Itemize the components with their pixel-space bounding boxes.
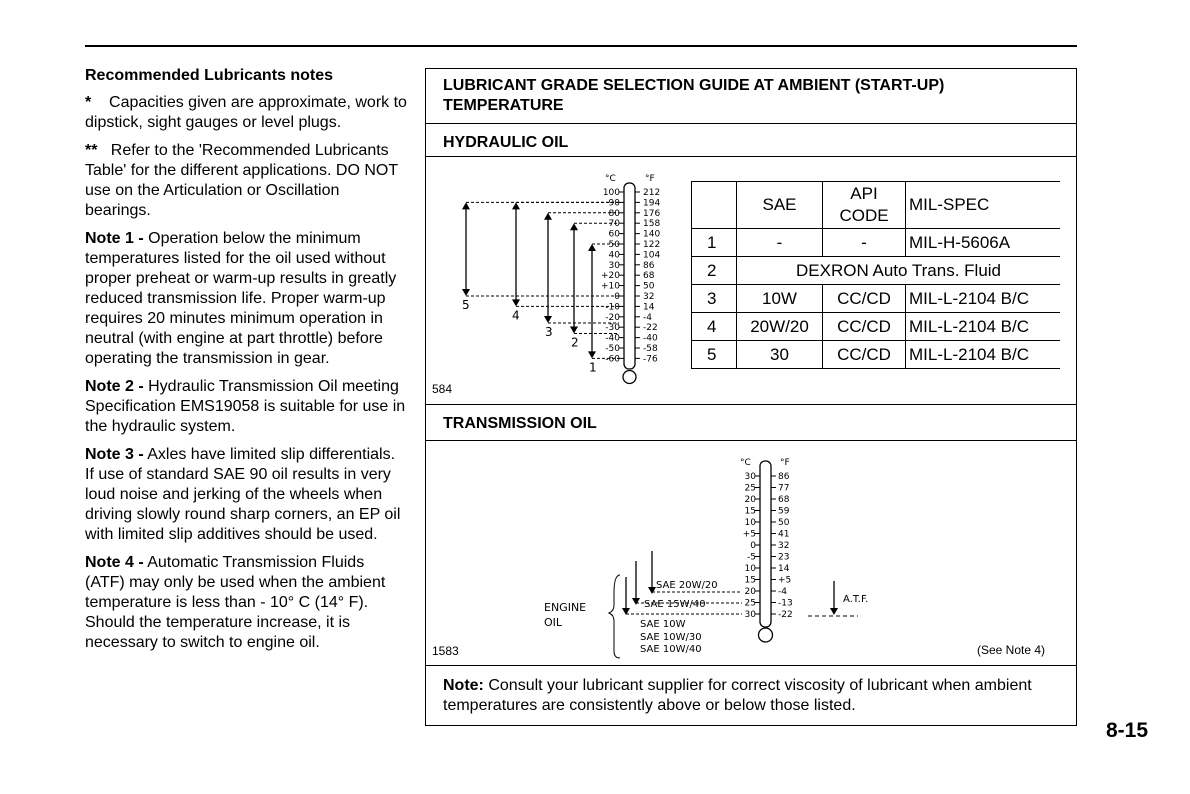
row-api: CC/CD [823, 341, 906, 369]
hyd-celsius-tick-label: -30 [605, 323, 620, 334]
hyd-range-label: 3 [545, 325, 553, 340]
row-mil: MIL-L-2104 B/C [906, 285, 1061, 313]
hyd-celsius-tick-label: -50 [605, 344, 620, 354]
trans-celsius-tick-label: 10 [744, 564, 756, 574]
note-3-text: Axles have limited slip differentials. If use of standard SAE 90 oil results in very loud noise and jerking of the wheels when driving slowly round sharp corners, an EP oil with limited slip additives should be used. [85, 446, 401, 543]
label-sae-10w: SAE 10W [640, 619, 686, 630]
row-api: - [823, 229, 906, 257]
trans-celsius-tick-label: 30 [744, 610, 756, 620]
divider [426, 123, 1076, 124]
trans-celsius-unit: °C [740, 458, 751, 468]
note-4-text: Automatic Transmission Fluids (ATF) may only be used when the ambient temperature is less than - 10° C (14° F). Should the temperature increase, it is necessary to switch to engine oil. [85, 554, 386, 651]
hyd-celsius-tick-label: -40 [605, 333, 620, 344]
note-3-label: Note 3 - [85, 446, 144, 463]
trans-fahrenheit-tick-label: -22 [778, 610, 793, 620]
transmission-thermometer-diagram [526, 453, 906, 663]
label-oil: OIL [544, 616, 563, 629]
hyd-fahrenheit-unit: °F [645, 174, 655, 184]
divider [426, 440, 1076, 441]
row-sae: - [737, 229, 823, 257]
hyd-range-label: 1 [589, 360, 597, 375]
hyd-celsius-tick-label: -60 [605, 354, 620, 365]
trans-fahrenheit-tick-label: 50 [778, 518, 790, 528]
hyd-fahrenheit-tick-label: 68 [643, 271, 655, 282]
row-num: 5 [692, 341, 737, 369]
note-2-text: Hydraulic Transmission Oil meeting Specification EMS19058 is suitable for use in the hydraulic system. [85, 378, 406, 435]
hyd-celsius-tick-label: 80 [608, 208, 620, 219]
hyd-celsius-unit: °C [605, 174, 616, 184]
hyd-celsius-tick-label: 60 [608, 229, 620, 240]
hyd-range-arrow-head [588, 244, 596, 251]
note-star-mark: * [85, 94, 92, 111]
trans-fahrenheit-tick-label: 59 [778, 506, 790, 517]
hyd-fahrenheit-tick-label: 212 [643, 188, 661, 198]
note-1-text: Operation below the minimum temperatures listed for the oil used without proper preheat or warm-up results in greatly reduced transmission life. Proper warm-up requires 20 minutes minimum operation in neutral (with engine at part throttle) before operating the transmission in gear. [85, 230, 397, 367]
header-sae: SAE [737, 182, 823, 229]
note-1 [85, 229, 407, 369]
trans-fahrenheit-tick-label: -4 [778, 587, 787, 597]
row-merged: DEXRON Auto Trans. Fluid [737, 257, 1061, 285]
note-star [85, 93, 407, 133]
table-row [692, 229, 1061, 257]
hyd-celsius-tick-label: 90 [608, 198, 620, 209]
row-api: CC/CD [823, 313, 906, 341]
trans-fahrenheit-tick-label: 68 [778, 495, 790, 505]
hyd-fahrenheit-tick-label: 122 [643, 240, 661, 250]
hyd-range-arrow-head [570, 326, 578, 333]
divider [426, 156, 1076, 157]
trans-thermometer-bulb [759, 628, 773, 642]
trans-celsius-tick-label: 25 [744, 483, 756, 494]
hyd-range-arrow-head [570, 223, 578, 230]
hyd-celsius-tick-label: 70 [608, 219, 620, 230]
trans-fahrenheit-tick-label: 86 [778, 472, 790, 482]
row-mil: MIL-L-2104 B/C [906, 313, 1061, 341]
hyd-fahrenheit-tick-label: 86 [643, 260, 655, 271]
row-sae: 20W/20 [737, 313, 823, 341]
note-2 [85, 377, 407, 437]
table-row [692, 257, 1061, 285]
table-row [692, 285, 1061, 313]
hyd-range-arrow-head [544, 213, 552, 220]
header-mil: MIL-SPEC [906, 182, 1061, 229]
guide-note [443, 676, 1063, 716]
hyd-range-arrow-head [544, 316, 552, 323]
note-star-text: Capacities given are approximate, work to dipstick, sight gauges or level plugs. [85, 94, 407, 131]
trans-celsius-tick-label: 15 [744, 506, 756, 517]
hyd-celsius-tick-label: -20 [605, 312, 620, 323]
trans-celsius-tick-label: 20 [744, 495, 756, 505]
trans-celsius-tick-label: 20 [744, 587, 756, 597]
note-3 [85, 445, 407, 545]
note-2-label: Note 2 - [85, 378, 144, 395]
arrow-20w20-head [648, 587, 656, 594]
guide-title-line-1: LUBRICANT GRADE SELECTION GUIDE AT AMBIENT (START-UP) [443, 77, 945, 94]
hyd-range-arrow-head [462, 202, 470, 209]
row-num: 2 [692, 257, 737, 285]
trans-celsius-tick-label: 25 [744, 598, 756, 609]
trans-fahrenheit-tick-label: 14 [778, 564, 790, 574]
table-header-row [692, 182, 1061, 229]
hydraulic-spec-table [691, 181, 1060, 369]
row-mil: MIL-H-5606A [906, 229, 1061, 257]
label-sae-10w30: SAE 10W/30 [640, 632, 702, 643]
transmission-oil-title: TRANSMISSION OIL [443, 415, 597, 432]
hyd-fahrenheit-tick-label: 158 [643, 219, 661, 230]
arrow-15w40-head [632, 598, 640, 605]
guide-note-label: Note: [443, 677, 484, 694]
trans-fahrenheit-tick-label: 41 [778, 529, 790, 540]
notes-heading: Recommended Lubricants notes [85, 67, 334, 84]
hyd-celsius-tick-label: 30 [608, 260, 620, 271]
note-4 [85, 553, 407, 653]
hyd-celsius-tick-label: +10 [601, 281, 620, 292]
header-num [692, 182, 737, 229]
guide-title-line-2: TEMPERATURE [443, 97, 564, 114]
hydraulic-figure-number: 584 [432, 382, 453, 396]
header-api: API CODE [823, 182, 906, 229]
hyd-fahrenheit-tick-label: -76 [643, 354, 658, 365]
see-note-4: (See Note 4) [977, 643, 1046, 657]
trans-celsius-tick-label: -5 [747, 552, 756, 563]
hyd-range-label: 5 [462, 298, 470, 312]
note-1-label: Note 1 - [85, 230, 144, 247]
hyd-range-arrow-head [588, 351, 596, 358]
hyd-range-arrow-head [462, 289, 470, 296]
hyd-fahrenheit-tick-label: 140 [643, 229, 661, 240]
trans-fahrenheit-tick-label: 23 [778, 552, 790, 563]
trans-celsius-tick-label: 10 [744, 518, 756, 528]
page-number: 8-15 [1106, 719, 1149, 742]
lubricant-guide-box [425, 68, 1077, 726]
label-sae-20w20: SAE 20W/20 [656, 580, 718, 591]
row-num: 3 [692, 285, 737, 313]
transmission-figure-number: 1583 [432, 644, 459, 658]
hyd-fahrenheit-tick-label: 32 [643, 292, 655, 302]
hyd-range-arrow-head [512, 299, 520, 306]
row-num: 1 [692, 229, 737, 257]
hyd-fahrenheit-tick-label: -58 [643, 344, 658, 354]
note-4-label: Note 4 - [85, 554, 144, 571]
table-row [692, 341, 1061, 369]
hyd-thermometer-bulb [623, 371, 636, 384]
hyd-fahrenheit-tick-label: 14 [643, 302, 655, 313]
hyd-fahrenheit-tick-label: -22 [643, 323, 658, 334]
trans-celsius-tick-label: 30 [744, 472, 756, 482]
label-sae-10w40: SAE 10W/40 [640, 644, 702, 655]
hyd-range-arrow-head [512, 202, 520, 209]
trans-fahrenheit-tick-label: 32 [778, 541, 790, 551]
row-sae: 10W [737, 285, 823, 313]
hyd-celsius-tick-label: +20 [601, 271, 620, 282]
hydraulic-oil-title: HYDRAULIC OIL [443, 134, 569, 151]
trans-celsius-tick-label: 15 [744, 575, 756, 586]
trans-thermometer-tube [760, 461, 771, 627]
trans-fahrenheit-tick-label: -13 [778, 598, 793, 609]
row-api: CC/CD [823, 285, 906, 313]
hyd-celsius-tick-label: 100 [602, 188, 620, 198]
label-sae-15w40: SAE 15W/40 [644, 599, 706, 610]
engine-oil-brace [609, 575, 620, 658]
hyd-celsius-tick-label: -10 [605, 302, 620, 313]
hyd-fahrenheit-tick-label: 176 [643, 208, 661, 219]
guide-note-text: Consult your lubricant supplier for correct viscosity of lubricant when ambient temperatures are consistently above or below those listed. [443, 677, 1032, 714]
hyd-range-label: 2 [571, 335, 579, 350]
top-rule [85, 45, 1077, 47]
hyd-fahrenheit-tick-label: 194 [643, 198, 661, 209]
hyd-thermometer-tube [624, 183, 635, 369]
note-dstar-text: Refer to the 'Recommended Lubricants Table' for the different applications. DO NOT use on the Articulation or Oscillation bearings. [85, 142, 398, 219]
row-sae: 30 [737, 341, 823, 369]
hydraulic-thermometer-diagram [426, 169, 686, 389]
table-row [692, 313, 1061, 341]
row-mil: MIL-L-2104 B/C [906, 341, 1061, 369]
hyd-celsius-tick-label: 0 [614, 292, 620, 302]
notes-column [85, 66, 407, 661]
hyd-celsius-tick-label: 50 [608, 240, 620, 250]
trans-fahrenheit-tick-label: +5 [778, 575, 792, 586]
label-engine: ENGINE [544, 601, 587, 614]
trans-fahrenheit-tick-label: 77 [778, 483, 790, 494]
trans-celsius-tick-label: 0 [750, 541, 756, 551]
hyd-fahrenheit-tick-label: 104 [643, 250, 661, 261]
trans-fahrenheit-unit: °F [780, 458, 790, 468]
divider [426, 404, 1076, 405]
guide-title [443, 76, 944, 116]
divider [426, 665, 1076, 666]
row-num: 4 [692, 313, 737, 341]
note-double-star [85, 141, 407, 221]
hyd-celsius-tick-label: 40 [608, 250, 620, 261]
label-atf: A.T.F. [843, 594, 869, 605]
trans-celsius-tick-label: +5 [742, 529, 756, 540]
note-dstar-mark: ** [85, 142, 98, 159]
hyd-fahrenheit-tick-label: -4 [643, 312, 652, 323]
hyd-range-label: 4 [512, 308, 520, 323]
hyd-fahrenheit-tick-label: 50 [643, 281, 655, 292]
hyd-fahrenheit-tick-label: -40 [643, 333, 658, 344]
arrow-atf-head [830, 608, 838, 615]
